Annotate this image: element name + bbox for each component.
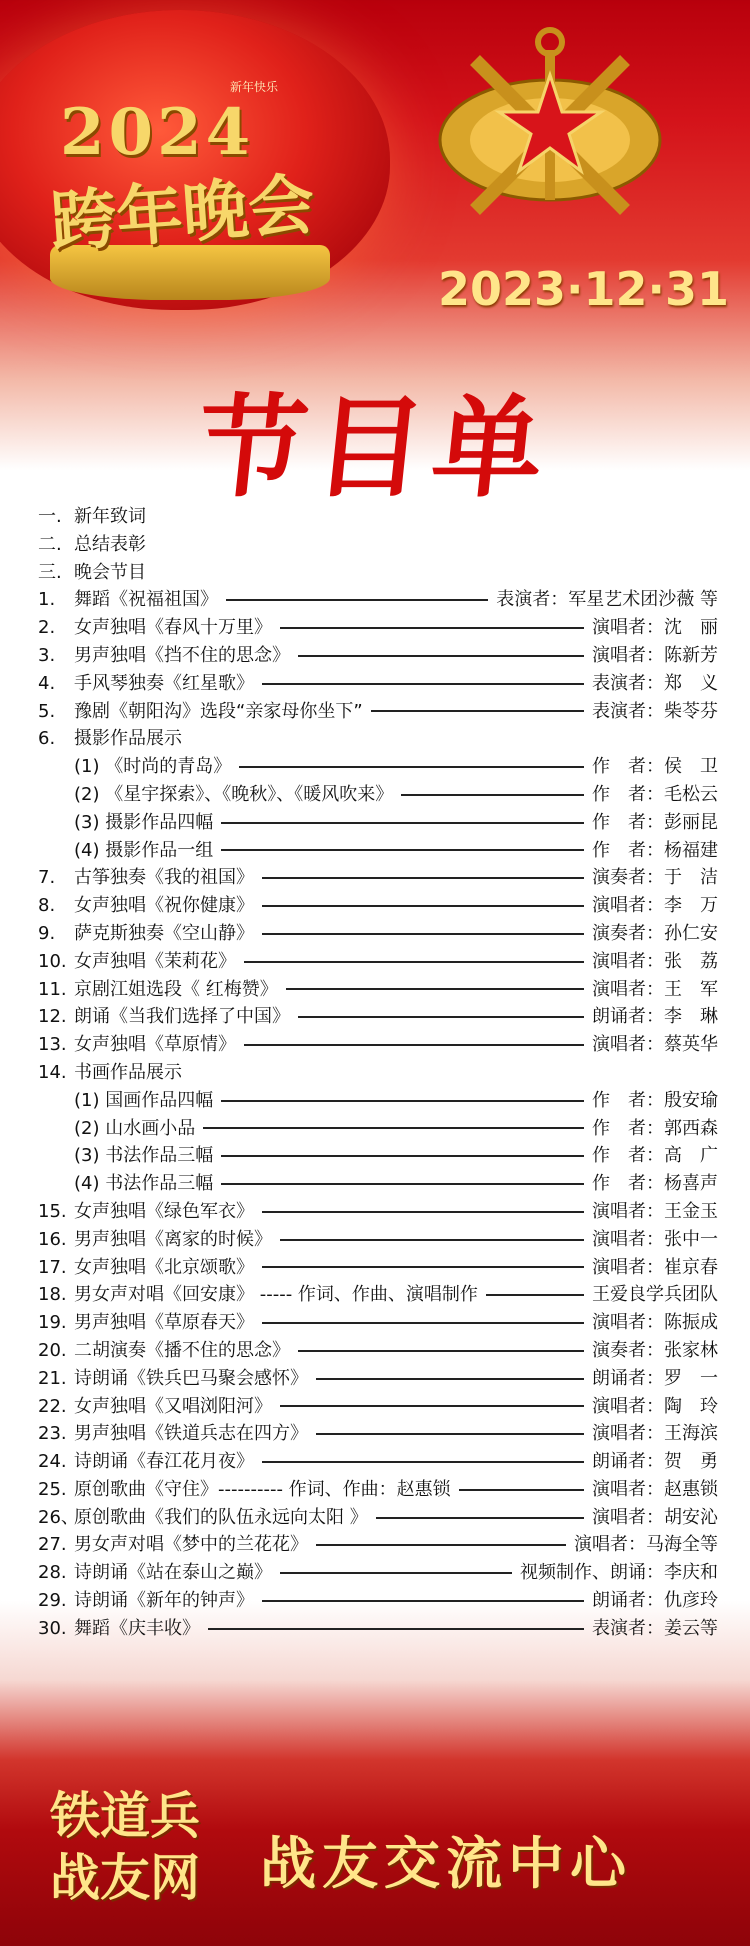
program-item-number: 8. — [38, 895, 56, 917]
leader-dash — [298, 655, 584, 657]
program-item-label: 手风琴独奏《红星歌》 — [74, 672, 254, 694]
program-item-label: 女声独唱《又唱浏阳河》 — [74, 1395, 272, 1417]
program-item — [38, 586, 718, 614]
program-item-performer: 朗诵者：贺 勇 — [592, 1451, 718, 1473]
program-item-number: 21. — [38, 1367, 67, 1389]
footer-site-name — [50, 1785, 200, 1909]
program-item-label: (2) 《星宇探索》、《晚秋》、《暖风吹来》 — [74, 783, 394, 805]
program-item-label: 男女声对唱《梦中的兰花花》 — [74, 1534, 308, 1556]
program-item-performer: 朗诵者：李 琳 — [592, 1006, 718, 1028]
program-list — [38, 503, 718, 1643]
program-item-label: 女声独唱《茉莉花》 — [74, 950, 236, 972]
leader-dash — [226, 599, 488, 601]
program-item-performer: 演奏者：于 洁 — [592, 867, 718, 889]
program-item-performer: 演唱者：赵惠锁 — [592, 1478, 718, 1500]
program-item-label: 男声独唱《草原春天》 — [74, 1312, 254, 1334]
program-item-number: 27. — [38, 1534, 67, 1556]
program-title: 节目单 — [190, 383, 558, 512]
program-item-number: 7. — [38, 867, 56, 889]
leader-dash — [262, 1600, 584, 1602]
leader-dash — [316, 1544, 566, 1546]
program-item — [38, 642, 718, 670]
program-item-performer: 作 者：杨福建 — [592, 839, 718, 861]
leader-dash — [280, 1572, 512, 1574]
program-item-performer: 演唱者：陈新芳 — [592, 644, 718, 666]
program-item-label: 原创歌曲《我们的队伍永远向太阳 》 — [74, 1506, 368, 1528]
program-item-label: 男女声对唱《回安康》 ----- 作词、作曲、演唱制作 — [74, 1284, 478, 1306]
program-item-number: 10. — [38, 950, 67, 972]
program-item-performer: 演唱者：沈 丽 — [592, 617, 718, 639]
program-item-performer: 作 者：杨喜声 — [592, 1173, 718, 1195]
program-item — [38, 1115, 718, 1143]
program-item-number: 30. — [38, 1617, 67, 1639]
railway-corps-emblem-icon — [435, 20, 665, 240]
program-item-performer: 作 者：毛松云 — [592, 783, 718, 805]
program-item — [38, 1365, 718, 1393]
program-item-label: 舞蹈《祝福祖国》 — [74, 589, 218, 611]
program-item-label: 京剧江姐选段《 红梅赞》 — [74, 978, 278, 1000]
leader-dash — [486, 1294, 584, 1296]
program-item-performer: 作 者：殷安瑜 — [592, 1089, 718, 1111]
leader-dash — [371, 710, 584, 712]
program-item — [38, 809, 718, 837]
program-item-label: (1) 国画作品四幅 — [74, 1089, 214, 1111]
program-item — [38, 920, 718, 948]
program-item — [38, 1087, 718, 1115]
program-item-label: 女声独唱《绿色军衣》 — [74, 1200, 254, 1222]
program-item-performer: 朗诵者：罗 一 — [592, 1367, 718, 1389]
program-item — [38, 1281, 718, 1309]
program-item-number: 25. — [38, 1478, 67, 1500]
program-item-label: 原创歌曲《守住》---------- 作词、作曲：赵惠锁 — [74, 1478, 451, 1500]
program-item — [38, 1531, 718, 1559]
program-item-label: 晚会节目 — [74, 561, 146, 583]
leader-dash — [262, 1461, 584, 1463]
program-item-label: 古筝独奏《我的祖国》 — [74, 867, 254, 889]
program-item-label: 诗朗诵《铁兵巴马聚会感怀》 — [74, 1367, 308, 1389]
program-item — [38, 1587, 718, 1615]
leader-dash — [280, 627, 584, 629]
program-item-number: 6. — [38, 728, 56, 750]
program-item-number: 23. — [38, 1423, 67, 1445]
footer-center-name: 战友交流中心 — [260, 1831, 632, 1897]
gala-name: 跨年晚会 — [47, 164, 317, 262]
leader-dash — [221, 1183, 584, 1185]
program-item — [38, 503, 718, 531]
leader-dash — [262, 877, 584, 879]
program-item-number: 4. — [38, 672, 56, 694]
program-item-label: 诗朗诵《站在泰山之巅》 — [74, 1562, 272, 1584]
program-item-label: (1) 《时尚的青岛》 — [74, 756, 232, 778]
program-item-performer: 表演者：军星艺术团沙薇 等 — [496, 589, 718, 611]
program-item-number: 24. — [38, 1451, 67, 1473]
program-item-performer: 演唱者：陶 玲 — [592, 1395, 718, 1417]
program-item — [38, 1226, 718, 1254]
leader-dash — [208, 1628, 584, 1630]
program-item — [38, 1393, 718, 1421]
program-item-label: (4) 摄影作品一组 — [74, 839, 214, 861]
program-item-performer: 演唱者：王海滨 — [592, 1423, 718, 1445]
program-item-performer: 朗诵者：仇彦玲 — [592, 1590, 718, 1612]
program-item-label: 男声独唱《挡不住的思念》 — [74, 644, 290, 666]
program-item-number: 二. — [38, 533, 62, 555]
program-item — [38, 948, 718, 976]
program-item — [38, 753, 718, 781]
program-item-performer: 演唱者：王 军 — [592, 978, 718, 1000]
leader-dash — [316, 1378, 584, 1380]
program-item — [38, 725, 718, 753]
program-item-performer: 演唱者：崔京春 — [592, 1256, 718, 1278]
program-item — [38, 1559, 718, 1587]
program-item-performer: 演唱者：李 万 — [592, 895, 718, 917]
program-item-performer: 表演者：郑 义 — [592, 672, 718, 694]
program-item-performer: 演奏者：孙仁安 — [592, 922, 718, 944]
program-item — [38, 892, 718, 920]
program-item-number: 9. — [38, 922, 56, 944]
leader-dash — [376, 1517, 584, 1519]
program-item-label: (4) 书法作品三幅 — [74, 1173, 214, 1195]
leader-dash — [298, 1350, 584, 1352]
program-item-performer: 演唱者：马海全等 — [574, 1534, 718, 1556]
program-item-number: 1. — [38, 589, 56, 611]
leader-dash — [221, 1155, 584, 1157]
leader-dash — [221, 1100, 584, 1102]
program-item-label: 诗朗诵《春江花月夜》 — [74, 1451, 254, 1473]
leader-dash — [262, 1211, 584, 1213]
program-item-number: 一. — [38, 506, 62, 527]
program-item — [38, 614, 718, 642]
leader-dash — [203, 1127, 584, 1129]
program-item — [38, 670, 718, 698]
leader-dash — [262, 683, 584, 685]
program-item-label: 摄影作品展示 — [74, 728, 182, 750]
program-item — [38, 1476, 718, 1504]
program-item-label: 诗朗诵《新年的钟声》 — [74, 1590, 254, 1612]
program-item — [38, 1337, 718, 1365]
program-item — [38, 1142, 718, 1170]
leader-dash — [262, 905, 584, 907]
program-item-number: 14. — [38, 1061, 67, 1083]
program-item-label: 新年致词 — [74, 506, 146, 527]
program-item-label: (3) 书法作品三幅 — [74, 1145, 214, 1167]
leader-dash — [280, 1239, 584, 1241]
program-item-performer: 表演者：柴苓芬 — [592, 700, 718, 722]
leader-dash — [459, 1489, 584, 1491]
footer-left-line1: 铁道兵 — [50, 1786, 200, 1845]
leader-dash — [262, 1266, 584, 1268]
program-item-number: 12. — [38, 1006, 67, 1028]
program-item — [38, 1059, 718, 1087]
program-item-label: 女声独唱《草原情》 — [74, 1034, 236, 1056]
leader-dash — [244, 1044, 584, 1046]
program-item-label: 舞蹈《庆丰收》 — [74, 1617, 200, 1639]
program-item — [38, 1448, 718, 1476]
program-item — [38, 698, 718, 726]
program-item — [38, 864, 718, 892]
program-item — [38, 1031, 718, 1059]
program-item — [38, 1504, 718, 1532]
leader-dash — [221, 849, 584, 851]
program-item-label: (3) 摄影作品四幅 — [74, 811, 214, 833]
program-item — [38, 1309, 718, 1337]
leader-dash — [221, 822, 584, 824]
program-item — [38, 1254, 718, 1282]
program-item-performer: 视频制作、朗诵：李庆和 — [520, 1562, 718, 1584]
program-item-label: 二胡演奏《播不住的思念》 — [74, 1339, 290, 1361]
leader-dash — [401, 794, 584, 796]
leader-dash — [239, 766, 584, 768]
program-item — [38, 837, 718, 865]
year-label: 2024 — [60, 95, 255, 170]
program-item — [38, 1198, 718, 1226]
program-item-performer: 王爱良学兵团队 — [592, 1284, 718, 1306]
footer-left-line2: 战友网 — [50, 1848, 200, 1907]
program-item — [38, 1003, 718, 1031]
program-item — [38, 1615, 718, 1643]
program-item-performer: 作 者：郭西森 — [592, 1117, 718, 1139]
small-tag: 新年快乐 — [230, 80, 279, 94]
program-item-label: 女声独唱《祝你健康》 — [74, 895, 254, 917]
program-item — [38, 976, 718, 1004]
program-item-label: 豫剧《朝阳沟》选段“亲家母你坐下” — [74, 700, 363, 722]
program-item-number: 29. — [38, 1590, 67, 1612]
program-item-number: 3. — [38, 644, 56, 666]
program-item-performer: 演奏者：张家林 — [592, 1339, 718, 1361]
program-item-performer: 演唱者：张 荔 — [592, 950, 718, 972]
program-item-performer: 演唱者：王金玉 — [592, 1200, 718, 1222]
program-item — [38, 781, 718, 809]
program-item — [38, 1170, 718, 1198]
program-item-performer: 演唱者：张中一 — [592, 1228, 718, 1250]
program-item-label: 女声独唱《春风十万里》 — [74, 617, 272, 639]
program-item-performer: 表演者：姜云等 — [592, 1617, 718, 1639]
program-item-label: 萨克斯独奏《空山静》 — [74, 922, 254, 944]
program-item-number: 13. — [38, 1034, 67, 1056]
leader-dash — [244, 961, 584, 963]
event-date: 2023·12·31 — [438, 262, 730, 316]
program-item-label: (2) 山水画小品 — [74, 1117, 196, 1139]
program-item-label: 朗诵《当我们选择了中国》 — [74, 1006, 290, 1028]
program-item-performer: 演唱者：陈振成 — [592, 1312, 718, 1334]
program-item-performer: 作 者：彭丽昆 — [592, 811, 718, 833]
program-item-number: 17. — [38, 1256, 67, 1278]
program-item-number: 20. — [38, 1339, 67, 1361]
program-item-number: 26、 — [38, 1506, 79, 1528]
leader-dash — [298, 1016, 584, 1018]
leader-dash — [262, 1322, 584, 1324]
program-item-number: 28. — [38, 1562, 67, 1584]
program-item-number: 2. — [38, 617, 56, 639]
program-item-performer: 演唱者：蔡英华 — [592, 1034, 718, 1056]
program-item — [38, 559, 718, 587]
program-item-number: 11. — [38, 978, 67, 1000]
program-item-performer: 演唱者：胡安沁 — [592, 1506, 718, 1528]
program-item-number: 18. — [38, 1284, 67, 1306]
program-item-label: 书画作品展示 — [74, 1061, 182, 1083]
program-item — [38, 1420, 718, 1448]
program-item-performer: 作 者：侯 卫 — [592, 756, 718, 778]
program-item-number: 16. — [38, 1228, 67, 1250]
program-item-label: 男声独唱《离家的时候》 — [74, 1228, 272, 1250]
leader-dash — [286, 988, 584, 990]
program-item-performer: 作 者：高 广 — [592, 1145, 718, 1167]
program-item-label: 女声独唱《北京颂歌》 — [74, 1256, 254, 1278]
program-item-label: 总结表彰 — [74, 533, 146, 555]
program-item-label: 男声独唱《铁道兵志在四方》 — [74, 1423, 308, 1445]
leader-dash — [262, 933, 584, 935]
program-item-number: 22. — [38, 1395, 67, 1417]
program-item — [38, 531, 718, 559]
program-item-number: 三. — [38, 561, 62, 583]
leader-dash — [316, 1433, 584, 1435]
program-item-number: 19. — [38, 1312, 67, 1334]
program-item-number: 5. — [38, 700, 56, 722]
program-item-number: 15. — [38, 1200, 67, 1222]
leader-dash — [280, 1405, 584, 1407]
